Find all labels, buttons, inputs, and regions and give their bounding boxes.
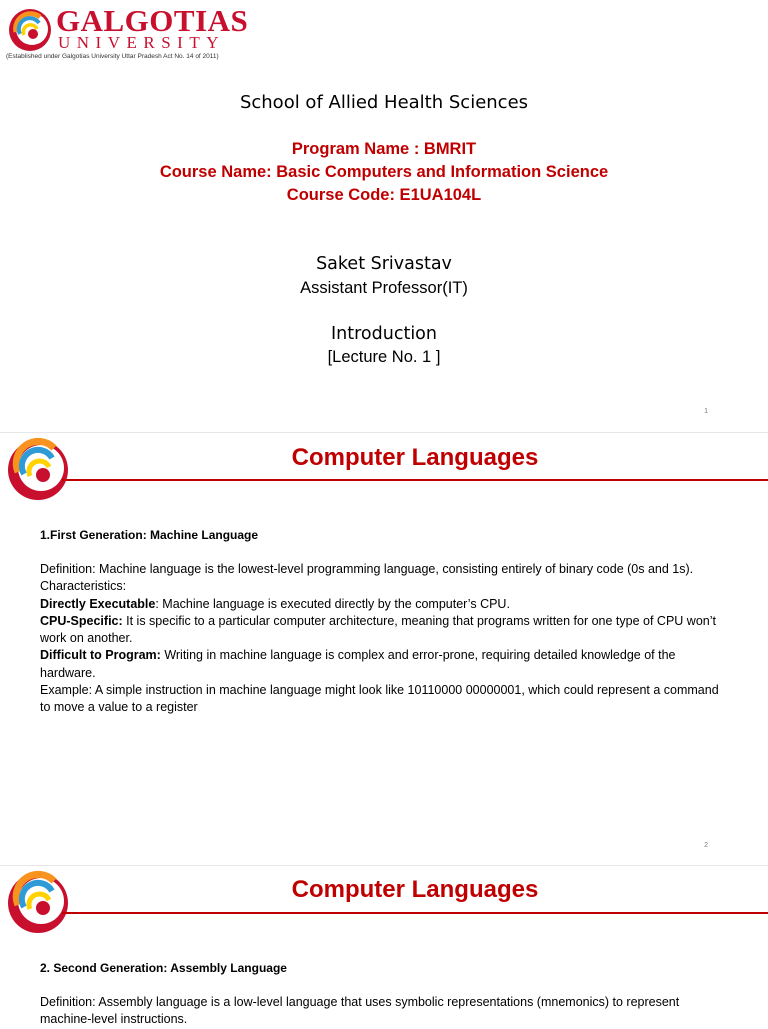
section-heading: 2. Second Generation: Assembly Language	[40, 961, 287, 975]
slide-body	[40, 561, 730, 717]
characteristic-term: Difficult to Program:	[40, 648, 161, 663]
section-heading: 1.First Generation: Machine Language	[40, 528, 259, 542]
logo-university-text: UNIVERSITY	[58, 33, 225, 52]
author-designation: Assistant Professor(IT)	[300, 279, 468, 297]
title-underline	[62, 479, 768, 481]
galgotias-swirl-icon	[6, 6, 54, 54]
slide-title: Computer Languages	[291, 444, 539, 471]
program-name: Program Name : BMRIT	[291, 140, 477, 158]
characteristic-term: Directly Executable	[40, 596, 156, 611]
lecture-number: [Lecture No. 1 ]	[327, 348, 441, 366]
slide-body	[40, 994, 730, 1029]
author-name: Saket Srivastav	[316, 254, 452, 274]
slide-1-title	[0, 0, 768, 432]
logo-wordmark: GALGOTIAS	[56, 3, 249, 38]
definition-text: Definition: Machine language is the lowest-level programming language, consisting entirely of binary code (0s and 1s).	[40, 562, 694, 576]
characteristic-text: It is specific to a particular computer architecture, meaning that programs written for one type of CPU won’t work on another.	[40, 613, 716, 646]
slide-3-assembly-language	[0, 866, 768, 1027]
slide-2-machine-language	[0, 433, 768, 865]
page-number: 2	[704, 842, 708, 849]
characteristic-item	[40, 613, 730, 648]
course-code: Course Code: E1UA104L	[286, 186, 482, 204]
example-text: Example: A simple instruction in machine language might look like 10110000 00000001, which could represent a command to move a value to a register	[40, 683, 719, 715]
logo-tagline: (Established under Galgotias University Uttar Pradesh Act No. 14 of 2011)	[6, 53, 219, 60]
title-underline	[62, 912, 768, 914]
characteristic-text: : Machine language is executed directly by the computer’s CPU.	[155, 596, 510, 611]
characteristic-item	[40, 596, 730, 613]
characteristics-label: Characteristics:	[40, 579, 127, 594]
page-number: 1	[704, 408, 708, 415]
definition-text: Definition: Assembly language is a low-level language that uses symbolic representations (mnemonics) to represent machine-level instructions.	[40, 995, 680, 1027]
course-name: Course Name: Basic Computers and Information Science	[159, 163, 609, 181]
slide-title: Computer Languages	[291, 876, 539, 903]
characteristic-item	[40, 647, 730, 682]
lecture-topic: Introduction	[331, 324, 437, 344]
characteristic-term: CPU-Specific:	[40, 613, 123, 628]
characteristic-text: Writing in machine language is complex and error-prone, requiring detailed knowledge of the hardware.	[40, 648, 676, 680]
university-logo	[6, 3, 249, 64]
school-name: School of Allied Health Sciences	[239, 92, 529, 113]
